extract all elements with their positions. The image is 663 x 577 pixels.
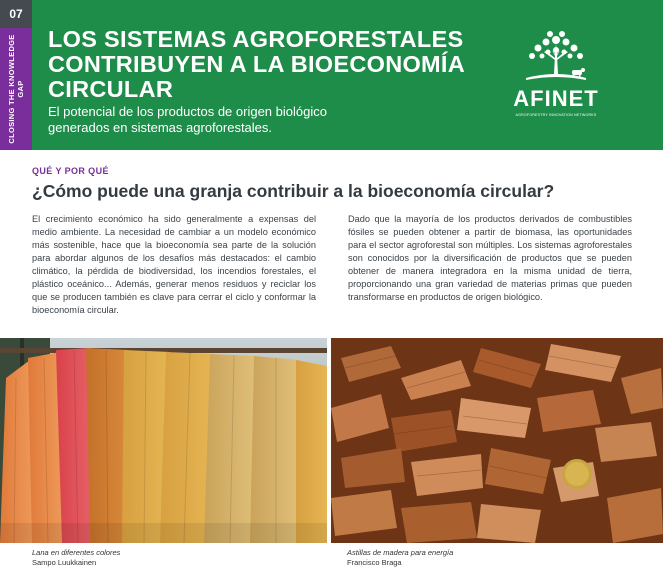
- logo-tagline: AGROFORESTRY INNOVATION NETWORKS: [515, 113, 597, 117]
- photo-caption-right: [347, 548, 453, 567]
- caption-right-credit: Francisco Braga: [347, 557, 402, 567]
- tree-logo-icon: [520, 30, 592, 86]
- photo-caption-left: [32, 548, 120, 567]
- side-tab-label: CLOSING THE KNOWLEDGE GAP: [7, 34, 25, 144]
- page-title: LOS SISTEMAS AGROFORESTALES CONTRIBUYEN A LA BIOECONOMÍA CIRCULAR: [48, 26, 465, 102]
- wood-chips-image: [331, 338, 663, 543]
- section-heading: ¿Cómo puede una granja contribuir a la bioeconomía circular?: [32, 181, 555, 201]
- section-kicker: QUÉ Y POR QUÉ: [32, 166, 109, 176]
- afinet-logo: [500, 30, 612, 126]
- logo-wordmark: AFINET: [513, 86, 599, 111]
- header-banner: [0, 0, 663, 150]
- page-subtitle: El potencial de los productos de origen biológico generados en sistemas agroforestales.: [48, 104, 327, 135]
- wool-photo: [0, 338, 327, 543]
- page-number: 07: [0, 0, 32, 28]
- body-text-left: El crecimiento económico ha sido generalmente a expensas del medio ambiente. La necesidad de cambiar a un modelo económico más sostenible, hace que la bioeconomía sea parte de la solución para abordar algunos de los desafíos más destacados: el cambio climático, la pérdida de biodiversidad, los incendios forestales, el plástico oceánico... Además, generar menos residuos y reciclar los que se producen también es clave para cerrar el ciclo y conformar la bioeconomía circular.: [32, 214, 316, 315]
- side-tab: [0, 28, 32, 150]
- wood-chips-photo: [331, 338, 663, 543]
- body-text-right: Dado que la mayoría de los productos derivados de combustibles fósiles se pueden obtener a partir de biomasa, las oportunidades para el sector agroforestal son múltiples. Los sistemas agroforestales son conocidos por la diversificación de productos que se pueden obtener de manera integradora en la misma unidad de tierra, proporcionando una gran variedad de materias primas que pueden transformarse en productos de origen biológico.: [348, 214, 632, 302]
- wool-image: [0, 338, 327, 543]
- caption-right-title: Astillas de madera para energía: [347, 548, 454, 557]
- caption-left-credit: Sampo Luukkainen: [32, 557, 97, 567]
- caption-left-title: Lana en diferentes colores: [32, 548, 121, 557]
